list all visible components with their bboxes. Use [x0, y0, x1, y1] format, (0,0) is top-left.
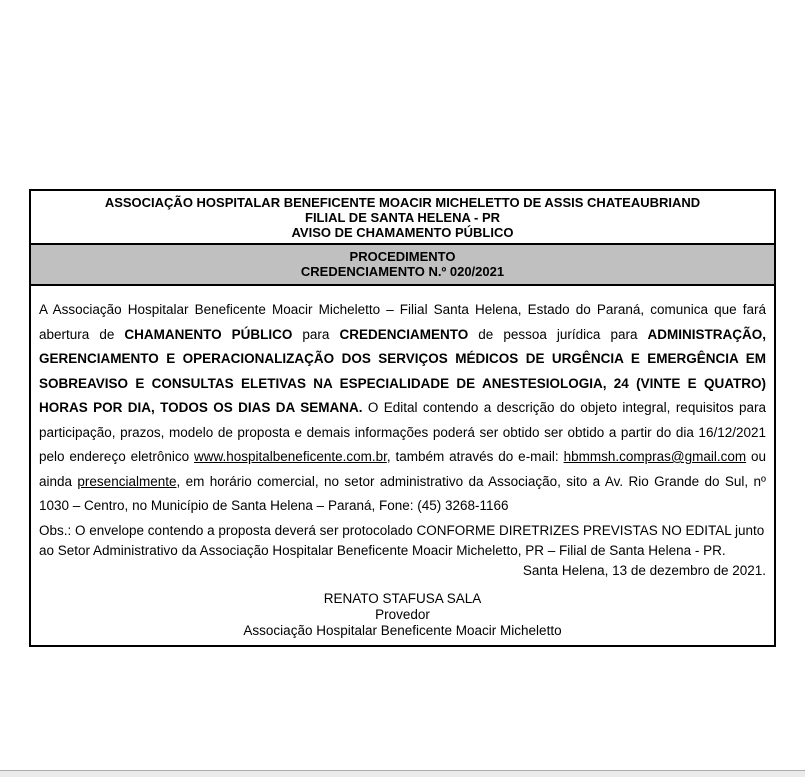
- horizontal-scrollbar[interactable]: [0, 770, 805, 777]
- signature-block: [39, 591, 766, 639]
- website-link[interactable]: www.hospitalbeneficente.com.br: [194, 449, 387, 464]
- body-text-run: , também através do e-mail:: [386, 449, 564, 464]
- procedure-label: PROCEDIMENTO: [349, 249, 456, 264]
- body-text-run: A Associação Hospitalar Beneficente Moacir Micheletto – Filial Santa Helena, Estado do Paraná, comunica que fará abertura de: [39, 302, 766, 342]
- org-name: ASSOCIAÇÃO HOSPITALAR BENEFICENTE MOACIR MICHELETTO DE ASSIS CHATEAUBRIAND: [104, 195, 701, 210]
- body-text-run: O Edital contendo a descrição do objeto integral, requisitos para participação, prazos, modelo de proposta e demais informações poderá ser obtido ser obtido a partir do dia 16/12/2021 pelo endereço eletrônico: [39, 400, 766, 464]
- public-notice-document: [29, 189, 776, 647]
- notice-title: AVISO DE CHAMAMENTO PÚBLICO: [291, 225, 514, 240]
- document-body: [31, 286, 774, 645]
- email-link[interactable]: hbmmsh.compras@gmail.com: [563, 449, 747, 464]
- credential-number: CREDENCIAMENTO N.º 020/2021: [300, 264, 505, 279]
- body-text-run: , em horário comercial, no setor administrativo da Associação, sito a Av. Rio Grande do Sul, nº 1030 – Centro, no Município de Santa Helena – Paraná, Fone: (45) 3268-1166: [39, 473, 766, 513]
- procedure-banner: [31, 245, 774, 286]
- bold-emphasis-object: ADMINISTRAÇÃO, GERENCIAMENTO E OPERACIONALIZAÇÃO DOS SERVIÇOS MÉDICOS DE URGÊNCIA E EMERGÊNCIA EM SOBREAVISO E CONSULTAS ELETIVAS NA ESPECIALIDADE DE ANESTESIOLOGIA, 24 (VINTE E QUATRO) HORAS POR DIA, TODOS OS DIAS DA SEMANA.: [39, 326, 766, 415]
- bold-emphasis-chamamento: CHAMANENTO PÚBLICO: [124, 326, 293, 342]
- signer-role: Provedor: [375, 606, 430, 622]
- underlined-word-presencialmente: presencialmente: [77, 473, 177, 489]
- body-text-run: para: [292, 326, 340, 342]
- branch-name: FILIAL DE SANTA HELENA - PR: [305, 210, 500, 225]
- date-line: Santa Helena, 13 de dezembro de 2021.: [522, 562, 766, 578]
- document-header: [31, 191, 774, 245]
- bold-emphasis-credenciamento: CREDENCIAMENTO: [339, 326, 469, 342]
- signer-name: RENATO STAFUSA SALA: [323, 590, 482, 606]
- body-text-run: de pessoa jurídica para: [468, 326, 648, 342]
- signer-org: Associação Hospitalar Beneficente Moacir Micheletto: [243, 622, 562, 638]
- body-text-run: ou ainda: [39, 449, 766, 489]
- obs-paragraph: Obs.: O envelope contendo a proposta deverá ser protocolado CONFORME DIRETRIZES PREVISTAS NO EDITAL junto ao Setor Administrativo da Associação Hospitalar Beneficente Moacir Micheletto, PR – Filial de Santa Helena - PR.: [39, 522, 765, 558]
- main-paragraph: [39, 298, 766, 519]
